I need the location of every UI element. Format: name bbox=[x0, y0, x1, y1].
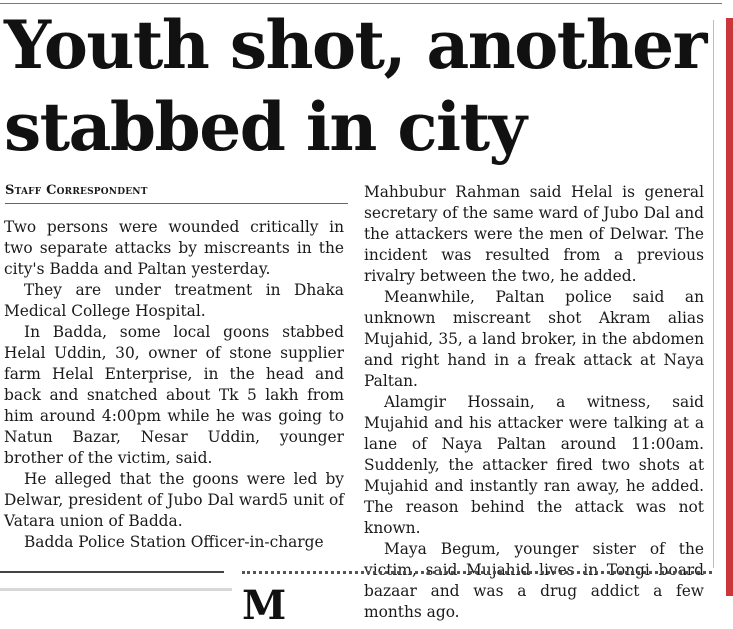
column-divider bbox=[713, 20, 714, 568]
section-rule bbox=[0, 571, 224, 573]
byline: Staff Correspondent bbox=[5, 183, 348, 204]
dotted-separator bbox=[242, 571, 712, 574]
left-column bbox=[4, 217, 344, 553]
paragraph: He alleged that the goons were led by Delwar, president of Jubo Dal ward5 unit of Vatara union of Badda. bbox=[4, 470, 344, 530]
paragraph: They are under treatment in Dhaka Medical College Hospital. bbox=[4, 281, 344, 320]
paragraph: Meanwhile, Paltan police said an unknown miscreant shot Akram alias Mujahid, 35, a land broker, in the abdomen and right hand in a freak attack at Naya Paltan. bbox=[364, 288, 704, 390]
headline: Youth shot, another stabbed in city bbox=[4, 6, 706, 166]
paragraph: In Badda, some local goons stabbed Helal Uddin, 30, owner of stone supplier farm Helal Enterprise, in the head and back and snatched about Tk 5 lakh from him around 4:00pm while he was going to Natun Bazar, Nesar Uddin, younger brother of the victim, said. bbox=[4, 323, 344, 467]
section-rule-shadow bbox=[0, 588, 232, 591]
paragraph: Two persons were wounded critically in two separate attacks by miscreants in the city's Badda and Paltan yesterday. bbox=[4, 218, 344, 278]
paragraph: Alamgir Hossain, a witness, said Mujahid and his attacker were talking at a lane of Naya Paltan around 11:00am. Suddenly, the attacker fired two shots at Mujahid and instantly ran away, he added. The reason behind the attack was not known. bbox=[364, 393, 704, 537]
paragraph: Maya Begum, younger sister of the victim, said Mujahid lives in Tongi board bazaar and was a drug addict a few months ago. bbox=[364, 540, 704, 621]
paragraph: Badda Police Station Officer-in-charge bbox=[24, 533, 324, 551]
red-accent-bar bbox=[726, 18, 733, 596]
right-column bbox=[364, 182, 704, 623]
next-story-headline-text: M bbox=[242, 582, 287, 629]
paragraph: Mahbubur Rahman said Helal is general secretary of the same ward of Jubo Dal and the attackers were the men of Delwar. The incident was resulted from a previous rivalry between the two, he added. bbox=[364, 183, 704, 285]
next-story-headline bbox=[242, 582, 712, 629]
